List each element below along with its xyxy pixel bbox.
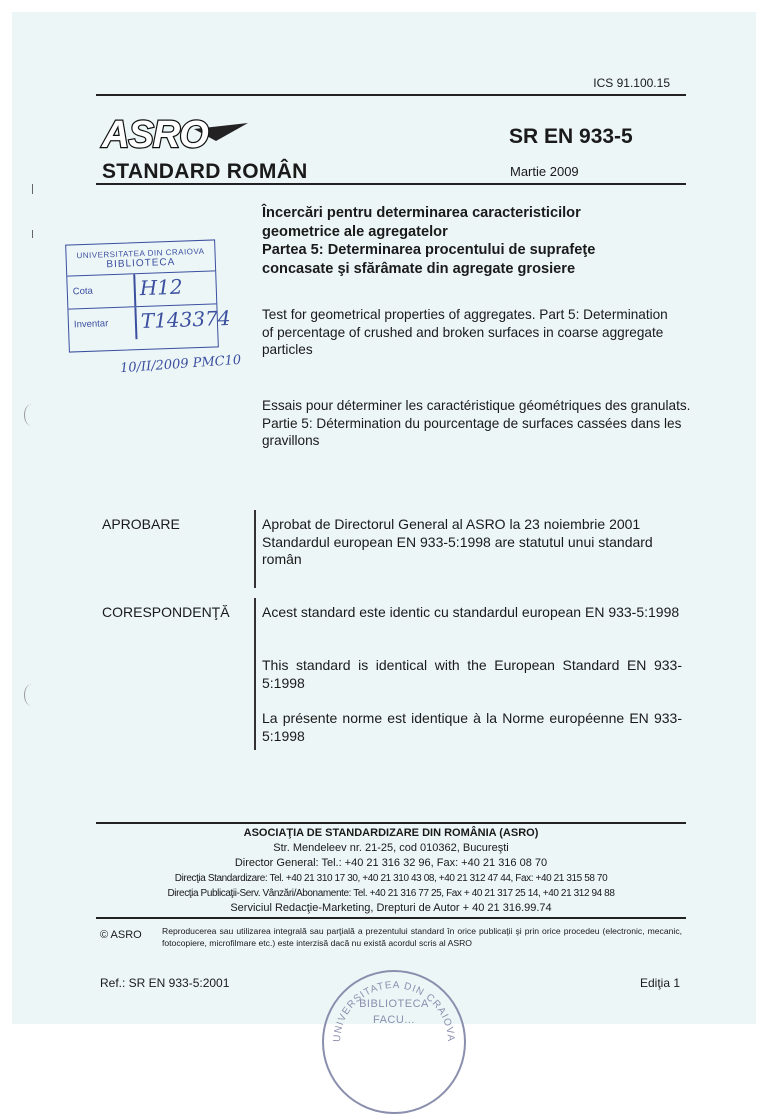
round-library-stamp — [322, 970, 466, 1114]
stamp-cota-label: Cota — [72, 285, 94, 298]
redactie-contact: Serviciul Redacţie-Marketing, Drepturi de Autor + 40 21 316.99.74 — [230, 902, 552, 914]
copyright: © ASRO — [100, 929, 142, 941]
stamp-inner-text: BIBLIOTECA — [359, 998, 429, 1010]
stamp-divider — [133, 274, 136, 306]
stamp-inventar-label: Inventar — [73, 318, 109, 331]
org-name: ASOCIAŢIA DE STANDARDIZARE DIN ROMÂNIA (ASRO) — [243, 827, 539, 839]
svg-text:UNIVERSITATEA DIN CRAIOVA — [332, 980, 456, 1043]
title-romanian — [262, 204, 682, 278]
aprobare-status: Standardul european EN 933-5:1998 are statutul unui standard român — [262, 533, 653, 567]
margin-mark — [32, 184, 33, 194]
reproduction-notice: Reproducerea sau utilizarea integrală sau parţială a prezentului standard în orice publicaţii şi prin orice procedeu (electronic, mecanic, fotocopiere, microfilmare etc.) este interzisă dacă nu există acordul scris al ASRO — [162, 926, 682, 948]
stamp-library: BIBLIOTECA — [67, 255, 215, 276]
aprobare-text — [262, 516, 682, 569]
footer-rule — [96, 822, 686, 824]
title-romanian-line: concasate şi sfărâmate din agregate grosiere — [262, 260, 576, 277]
asro-contact-block — [96, 826, 686, 916]
corespondenta-en: This standard is identical with the European Standard EN 933-5:1998 — [262, 657, 682, 691]
aprobare-approved-by: Aprobat de Directorul General al ASRO la 23 noiembrie 2001 — [262, 516, 641, 532]
library-stamp — [65, 239, 231, 352]
title-romanian-line: Partea 5: Determinarea procentului de suprafeţe — [262, 242, 596, 258]
stamp-institution: UNIVERSITATEA DIN CRAIOVA — [76, 246, 205, 261]
publicatii-contact: Direcţia Publicaţii-Serv. Vânzări/Abonamente: Tel. +40 21 316 77 25, Fax + 40 21 317 25 14, +40 21 312 94 88 — [167, 888, 615, 899]
publication-date: Martie 2009 — [510, 164, 579, 179]
corespondenta-fr: La présente norme est identique à la Norme européenne EN 933-5:1998 — [262, 710, 682, 744]
edition: Ediţia 1 — [639, 976, 680, 990]
stamp-divider — [134, 307, 137, 339]
standard-type: STANDARD ROMÂN — [102, 160, 308, 183]
title-romanian-line: geometrice ale agregatelor — [262, 223, 448, 240]
handwritten-date: 10/II/2009 PMC10 — [119, 352, 242, 377]
footer-rule — [96, 917, 686, 919]
director-contact: Director General: Tel.: +40 21 316 32 96, Fax: +40 21 316 08 70 — [234, 857, 548, 869]
header-rule — [96, 94, 686, 96]
org-address: Str. Mendeleev nr. 21-25, cod 010362, Bucureşti — [273, 842, 509, 854]
section-label-corespondenta: CORESPONDENŢĂ — [102, 604, 230, 620]
corespondenta-ro: Acest standard este identic cu standardul european EN 933-5:1998 — [262, 604, 680, 620]
stamp-inner-partial: FACU... — [372, 1014, 415, 1026]
stamp-ring-label: UNIVERSITATEA DIN CRAIOVA — [331, 979, 457, 1043]
section-divider — [254, 598, 256, 750]
punch-hole-mark — [24, 684, 39, 706]
standard-code: SR EN 933-5 — [509, 125, 633, 148]
reference: Ref.: SR EN 933-5:2001 — [100, 976, 230, 990]
standardizare-contact: Direcţia Standardizare: Tel. +40 21 310 17 30, +40 21 310 43 08, +40 21 312 47 44, Fax: +40 21 315 58 70 — [174, 873, 608, 884]
ics-code: ICS 91.100.15 — [593, 76, 670, 90]
title-french: Essais pour déterminer les caractéristique géométriques des granulats. Partie 5: Détermination du pourcentage de surfaces cassées dans les gravillons — [262, 398, 691, 448]
margin-mark — [32, 230, 33, 238]
stamp-inventar-row — [68, 304, 231, 341]
stamp-inventar-value: T143374 — [140, 305, 231, 334]
stamp-cota-value: H12 — [139, 274, 184, 301]
stamp-cota-row — [67, 271, 216, 309]
standard-cover-page — [12, 12, 756, 1043]
header-bottom-rule — [96, 183, 686, 185]
punch-hole-mark — [24, 404, 39, 426]
section-divider — [254, 510, 256, 588]
stamp-ring-text — [324, 972, 464, 1112]
logo-text: ASRO — [102, 114, 208, 156]
asro-logo — [98, 107, 248, 157]
title-romanian-line: Încercări pentru determinarea caracteristicilor — [262, 205, 581, 221]
section-label-aprobare: APROBARE — [102, 516, 180, 532]
title-english: Test for geometrical properties of aggregates. Part 5: Determination of percentage of crushed and broken surfaces in coarse aggregate particles — [262, 307, 668, 357]
